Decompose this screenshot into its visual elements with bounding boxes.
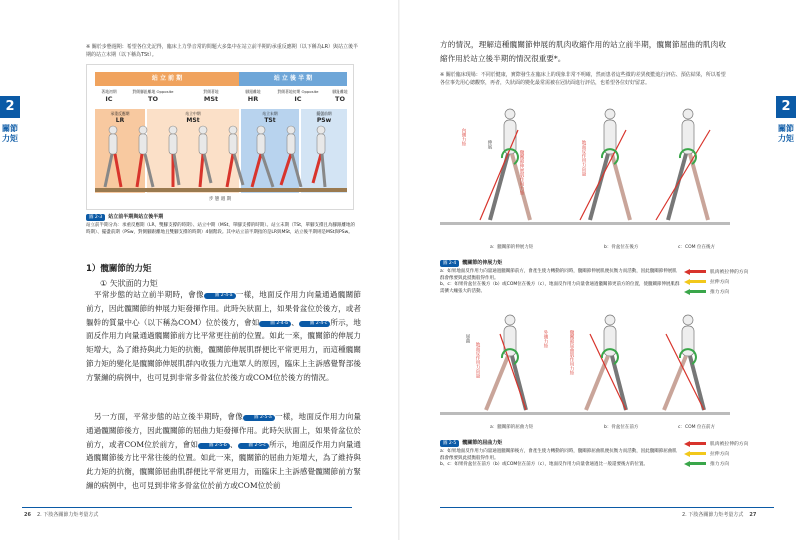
fig5-sub-c: c：COM 位在前方 [678, 425, 715, 430]
chapter-label-right: 關節力矩 [778, 124, 794, 143]
ref-fig-2-5-b[interactable]: 圖 2-5-b [198, 443, 230, 449]
right-page [400, 0, 799, 540]
figure-2-5 [440, 310, 730, 434]
ref-fig-2-5-c[interactable]: 圖 2-5-c [238, 443, 269, 449]
chapter-label-left: 關節力矩 [2, 124, 18, 143]
label-outer-moment: 外側力矩 [543, 330, 548, 348]
stance-early-bar: 站 立 前 期 [95, 72, 239, 86]
fig5-legend: 肌肉被拉伸的方向 拉伸方向 推力方向 [684, 440, 748, 470]
chapter-tab-left: 2 [0, 96, 20, 118]
gait-cycle-label: 步 態 週 期 [208, 197, 232, 202]
footer-title-right: 2. 下肢各關節力矩考量方式 [682, 512, 744, 518]
label-grf-vector-2: 地面反作用力向量 [475, 342, 480, 378]
fig4-sub-a: a：髖關節的伸展力矩 [490, 245, 534, 250]
fig4-sub-c: c：COM 位在後方 [678, 245, 715, 250]
left-page [0, 0, 399, 540]
arrow-yellow-icon [684, 279, 706, 285]
fig4-legend: 肌肉被拉伸的方向 拉伸方向 推力方向 [684, 268, 748, 298]
event-hr: 腳跟離地 HR [245, 89, 261, 103]
footer-right [682, 511, 756, 518]
label-flexion: 屈曲 [465, 334, 470, 343]
label-extensor-moment: 髖關節伸展肌作用力矩 [519, 150, 524, 195]
arrow-yellow-icon-2 [684, 451, 706, 457]
figure-2-4-caption: 圖 2-4 髖關節的伸展力矩 a：如果地面反作用力向量通過髖關節前方，會產生使力轉動的同時，髖關節伸展肌便抗衡力而活動，因此髖關節伸展肌群會像要與此抵衡般得作用。 b、c：如果骨盆位在後方（b）或COM位在後方（c），地面反作用力向量會通過髖關節更前方的位置，使髖關節伸展肌群需擴大繃張大的活動。 [440, 260, 680, 294]
label-flexor-moment: 髖關節屈曲肌作用力矩 [569, 330, 574, 375]
figure-2-4 [440, 100, 730, 250]
figure-2-5-caption: 圖 2-5 髖關節的屈曲力矩 a：如果地面反作用力向量通過髖關節後方，會產生使力轉動的同時，髖關節屈曲肌便抗衡力而活動，因此髖關節屈曲肌群會像要與此抵衡般得作用。 b、c：如果骨盆位在前方（b）或COM位在前方（c），地面反作用力向量會通過比一般還要後方的位置。 [440, 440, 677, 467]
event-to: 腳趾離地 TO [332, 89, 348, 103]
ref-fig-2-4-b[interactable]: 圖 2-4-b [259, 321, 291, 327]
ref-fig-2-4-a[interactable]: 圖 2-4-a [204, 293, 236, 299]
event-opp-ic: 對側著地初期 Opposite IC [277, 89, 319, 103]
footer-rule-left [22, 507, 352, 508]
paragraph-continued: 方的情況，理解這種髖關節伸展的肌肉收縮作用的站立前半期，髖關節屈曲的肌肉收縮作用於站立後半期的情況很重要*。 [440, 40, 726, 63]
footer-title-left: 2. 下肢各關節力矩考量方式 [36, 512, 99, 518]
period-lr: 承重反應期 LR [95, 109, 145, 193]
section-heading-hip-moment: 1）髖關節的力矩 [86, 264, 152, 274]
paragraph-stance-late: 另一方面，平常步態的站立後半期時，會像 圖 2-5-a 一樣，地面反作用力向量通過髖關節後方，因此髖關節的屈曲力矩發揮作用。此時矢狀面上，如果骨盆位於前方，或者COM位於前方，會如 圖 2-5-b 、 圖 2-5-c 所示，地面反作用力向量通過髖關節後方比平常往後的位置。如此一來，髖關節的屈曲力矩增大，為了維持與此力矩的抗衡，髖關節屈曲肌群便比平常更用力，而臨床上主訴感覺髖關節前方緊繃的病例中，也可見到非常多骨盆位於前方或COM位於前 [86, 412, 362, 490]
fig4-sub-b: b：骨盆位在後方 [604, 245, 639, 250]
paragraph-stance-early: 平常步態的站立前半期時，會像 圖 2-4-a 一樣，地面反作用力向量通過髖關節前方，因此髖關節的伸展力矩發揮作用。此時矢狀面上，如果骨盆位於後方，或者軀幹的質量中心（以下稱為COM）位於後方，會如 圖 2-4-b 、 圖 2-4-c 所示，地面反作用力向量通過髖關節前方比平常更往前的位置。如此一來，髖關節的伸展力矩增大，為了維持與此力矩的抗衡，髖關節伸展肌群便比平常更用力，而這種髖關節力矩的變化是髖關節伸展肌群內收張力亢進眾人的原因，臨床上主訴感覺腎部後方緊繃的病例中，也可見到非常多骨盆位於後方或COM位於後方的情況。 [86, 290, 362, 382]
ref-fig-2-5-a[interactable]: 圖 2-5-a [243, 415, 275, 421]
gait-note: ※ 關於步態週期：希望各位先記得，臨床上力學音常的問題大多集中在站立前半期的承重反應期（以下稱為LR）與站立後半期的站立末期（以下稱為TSt）。 [86, 44, 359, 58]
arrow-green-icon-2 [684, 461, 706, 467]
hip-flexion-moment-illustration [440, 310, 730, 422]
period-mst: 站立中期 MSt [147, 109, 239, 193]
event-opp-to: 對側腳趾離地 Opposite TO [132, 89, 174, 103]
page-number-right: 27 [749, 512, 757, 518]
clinical-note: ※ 關於臨床現場：不同於健康，實際發生在臨床上的現象非常不明確，然而患者這些微的差異便能進行評估、預估結果，所以希望各位事先用心總觀察，再者，失狀面的變化最常需被在冠狀面進行評估，也希望各位好好留意。 [440, 72, 726, 86]
event-ic: 著地初期 IC [101, 89, 117, 103]
chapter-tab-right: 2 [776, 96, 796, 118]
label-inner-moment: 內側力矩 [461, 128, 466, 146]
event-row [91, 89, 353, 107]
label-extension: 伸展 [487, 140, 492, 149]
footer-rule-right [440, 507, 774, 508]
fig5-sub-b: b：骨盆位在前方 [604, 425, 639, 430]
subsection-heading-sagittal: ① 矢狀面的力矩 [100, 279, 158, 288]
period-psw: 擺盪前期 PSw [301, 109, 347, 193]
gait-phase-figure [86, 64, 354, 210]
arrow-red-icon [684, 269, 706, 275]
period-tst: 站立末期 TSt [241, 109, 299, 193]
event-mst: 對側著地 MSt [203, 89, 219, 103]
label-grf-vector: 地面反作用力向量 [581, 140, 586, 176]
arrow-green-icon [684, 289, 706, 295]
figure-2-3-caption: 圖 2-3 站立前半期與站立後半期 站立前半期分為：承重反應期（LR，雙腳支撐的時期）、站立中期（MSt，單腳支撐的時期）。站立末期（TSt，單腳支撐且為腳跟離地的時期）、擺盪前期（PSw，對側腳跟離地且雙腳支撐的時期）4個階段。其中站立前半期指的是LR與MSt，站立後半期則是MSt與PSw。 [86, 214, 356, 235]
walking-figures-illustration [95, 125, 347, 193]
arrow-red-icon-2 [684, 441, 706, 447]
footer-left [24, 511, 98, 518]
page-number-left: 26 [24, 512, 31, 518]
stance-late-bar: 站 立 後 半 期 [239, 72, 347, 86]
ref-fig-2-4-c[interactable]: 圖 2-4-c [299, 321, 330, 327]
fig5-sub-a: a：髖關節的屈曲力矩 [490, 425, 534, 430]
